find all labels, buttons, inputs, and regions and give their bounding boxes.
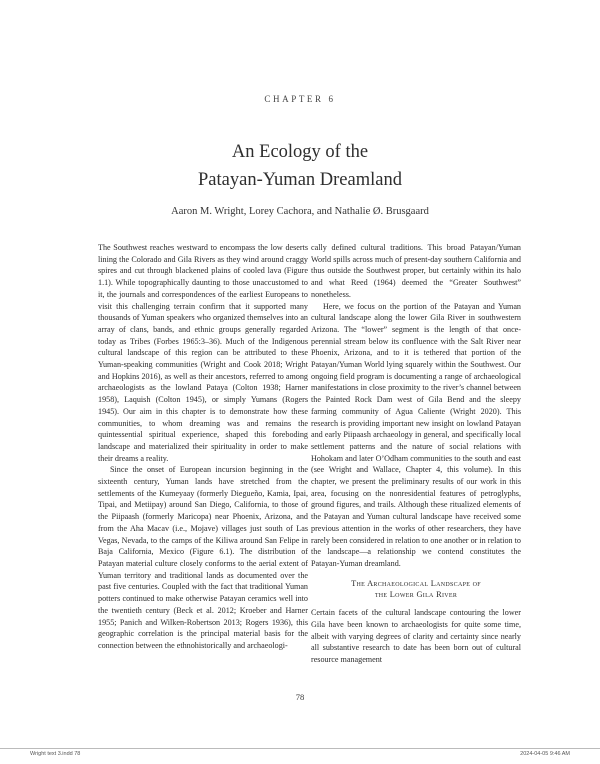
print-slug-date: 2024-04-05 9:46 AM <box>520 751 570 757</box>
chapter-title-line-1: An Ecology of the <box>231 142 369 162</box>
chapter-label: CHAPTER 6 <box>264 94 336 104</box>
chapter-title <box>0 138 600 194</box>
print-slug-file: Wright text 3.indd 78 <box>30 751 81 757</box>
left-text-column <box>98 242 308 652</box>
section-heading-line-2: the Lower Gila River <box>374 590 458 600</box>
paragraph: The Southwest reaches westward to encompass the low deserts lining the Colorado and Gila Rivers as they wind around craggy spires and cut through blackened plains of cooled lava (Figure 1.1). While topographically daunting to those unaccustomed to it, the journals and correspondences of the earliest Europeans to visit this challenging terrain confirm that it supported many thousands of Yuman speakers who organized themselves into an array of clans, bands, and ethnic groups generally regarded today as Tribes (Forbes 1965:3–36). Much of the Indigenous cultural landscape of this region can be attributed to these Yuman-speaking communities (Wright and Cook 2018; Wright and Hopkins 2016), as well as their ancestors, referred to among archaeologists as the lowland Pataya (Colton 1938; Harner 1958), Laquish (Colton 1945), or simply Yumans (Rogers 1945). Our aim in this chapter is to demonstrate how these communities, to whom dreaming was and remains the quintessential spiritual experience, shaped this foreboding landscape and materialized their spirituality in order to make their dreams a reality. <box>98 243 308 463</box>
paragraph: Here, we focus on the portion of the Patayan and Yuman cultural landscape along the lower Gila River in southwestern Arizona. The “lower” segment is the length of that once-perennial stream below its confluence with the Salt River near Phoenix, Arizona, and to it is tethered that portion of the Patayan/Yuman World lying squarely within the Southwest. Our ongoing field program is documenting a range of archaeological manifestations in close proximity to the river’s channel between the Painted Rock Dam west of Gila Bend and the sleepy farming community of Agua Caliente (Wright 2020). This research is providing important new insight on lowland Patayan and early Piipaash archaeology in general, and specifically local settlement patterns and the nature of social relations with Hohokam and later O’Odham communities to the south and east (see Wright and Wallace, Chapter 4, this volume). In this chapter, we present the preliminary results of our work in this area, focusing on the nonresidential features of petroglyphs, ground figures, and trails. Although these ritualized elements of the Patayan and Yuman cultural landscape have received some previous attention in the works of other researchers, they have rarely been considered in relation to one another or in relation to the landscape—a relationship we contend constitutes the Patayan-Yuman dreamland. <box>311 301 521 568</box>
section-heading <box>311 578 521 601</box>
paragraph: cally defined cultural traditions. This broad Patayan/Yuman World spills across much of present-day southern California and thus outside the Southwest proper, but certainly within its halo and what Reed (1964) deemed the “Greater Southwest” nonetheless. <box>311 243 521 299</box>
page-number: 78 <box>295 692 305 702</box>
paragraph: Since the onset of European incursion beginning in the sixteenth century, Yuman lands have stretched from the settlements of the Kumeyaay (formerly Diegueño, Kamia, Ipai, Tipai, and Metiipay) around San Diego, California, to those of the Piipaash (formerly Maricopa) near Phoenix, Arizona, and from the Aha Macav (i.e., Mojave) villages just south of Las Vegas, Nevada, to the camps of the Kiliwa around San Felipe in Baja California, Mexico (Figure 6.1). The distribution of Patayan material culture closely conforms to the aerial extent of Yuman territory and traditional lands as documented over the past five centuries. Coupled with the fact that traditional Yuman potters continued to make otherwise Patayan ceramics well into the twentieth century (Beck et al. 2012; Kroeber and Harner 1955; Panich and Wilken-Robertson 2013; Rogers 1936), this geographic correlation is the principal material basis for the connection between the ethnohistorically and archaeologi- <box>98 465 308 650</box>
section-heading-line-1: The Archaeological Landscape of <box>351 578 481 588</box>
chapter-title-line-2: Patayan-Yuman Dreamland <box>198 170 402 190</box>
paragraph: Certain facets of the cultural landscape contouring the lower Gila have been known to archaeologists for quite some time, albeit with varying degrees of clarity and certainty since nearly all substantive research to date has been born out of cultural resource management <box>311 608 521 664</box>
chapter-authors: Aaron M. Wright, Lorey Cachora, and Nathalie Ø. Brusgaard <box>171 206 429 217</box>
print-crop-line <box>0 748 600 749</box>
right-text-column <box>311 242 521 666</box>
